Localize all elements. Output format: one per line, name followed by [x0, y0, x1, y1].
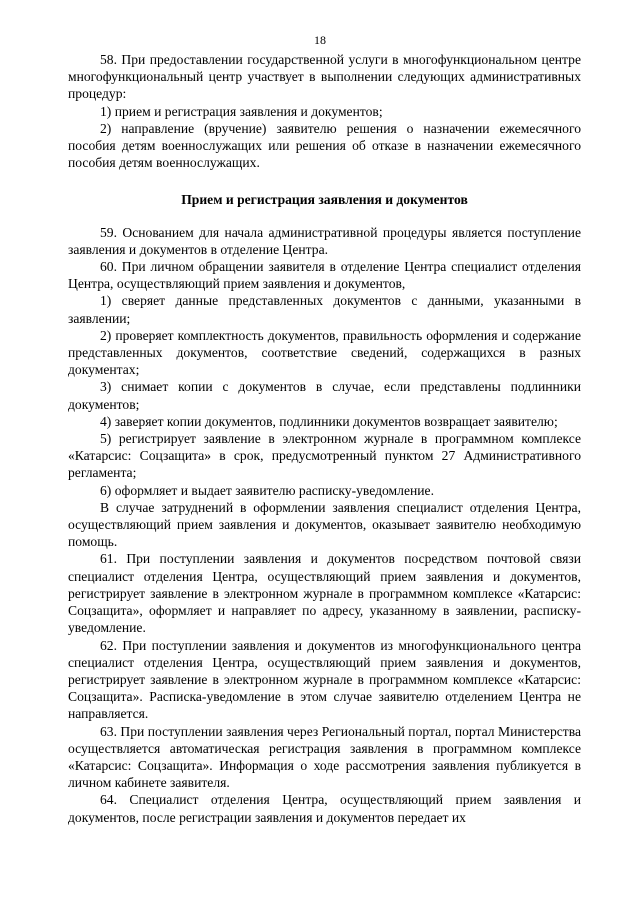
page-number: 18	[314, 33, 326, 47]
list-item-60-1: 1) сверяет данные представленных документов с данными, указанными в заявлении;	[68, 293, 581, 326]
paragraph-58: 58. При предоставлении государственной услуги в многофункциональном центре многофункциональный центр участвует в выполнении следующих административных процедур:	[68, 52, 581, 102]
list-item-60-3: 3) снимает копии с документов в случае, если представлены подлинники документов;	[68, 379, 581, 412]
paragraph-59: 59. Основанием для начала административной процедуры является поступление заявления и документов в отделение Центра.	[68, 224, 581, 257]
paragraph-63: 63. При поступлении заявления через Региональный портал, портал Министерства осуществляется автоматическая регистрация заявления в программном комплексе «Катарсис: Соцзащита». Информация о ходе рассмотрения заявления публикуется в личном кабинете заявителя.	[68, 723, 581, 791]
list-item-60-5: 5) регистрирует заявление в электронном журнале в программном комплексе «Катарсис: Соцзащита» в срок, предусмотренный пунктом 27 Административного регламента;	[68, 431, 581, 481]
list-item-60-2: 2) проверяет комплектность документов, правильность оформления и содержание представленных документов, соответствие сведений, содержащихся в разных документах;	[68, 327, 581, 378]
paragraph-64: 64. Специалист отделения Центра, осуществляющий прием заявления и документов, после регистрации заявления и документов передает их	[68, 792, 581, 825]
list-item-60-6: 6) оформляет и выдает заявителю расписку-уведомление.	[100, 482, 434, 498]
paragraph-assistance: В случае затруднений в оформлении заявления специалист отделения Центра, осуществляющий прием заявления и документов, оказывает заявителю необходимую помощь.	[68, 499, 581, 550]
section-heading: Прием и регистрация заявления и документов	[181, 192, 468, 208]
list-item-60-4: 4) заверяет копии документов, подлинники документов возвращает заявителю;	[100, 413, 558, 429]
paragraph-61: 61. При поступлении заявления и документов посредством почтовой связи специалист отделения Центра, осуществляющий прием заявления и документов, регистрирует заявление в электронном журнале в программном комплексе «Катарсис: Соцзащита», оформляет и направляет по адресу, указанному в заявлении, расписку-уведомление.	[68, 551, 581, 636]
paragraph-60: 60. При личном обращении заявителя в отделение Центра специалист отделения Центра, осуществляющий прием заявления и документов,	[68, 259, 581, 292]
list-item-1: 1) прием и регистрация заявления и документов;	[100, 103, 383, 119]
document-body	[68, 51, 581, 826]
list-item-2: 2) направление (вручение) заявителю решения о назначении ежемесячного пособия детям военнослужащих или решения об отказе в назначении ежемесячного пособия детям военнослужащих.	[68, 120, 581, 171]
paragraph-62: 62. При поступлении заявления и документов из многофункционального центра специалист отделения Центра, осуществляющий прием заявления и документов, регистрирует заявление в электронном журнале в программном комплексе «Катарсис: Соцзащита». Расписка-уведомление в этом случае заявителю отделением Центра не направляется.	[68, 637, 581, 722]
